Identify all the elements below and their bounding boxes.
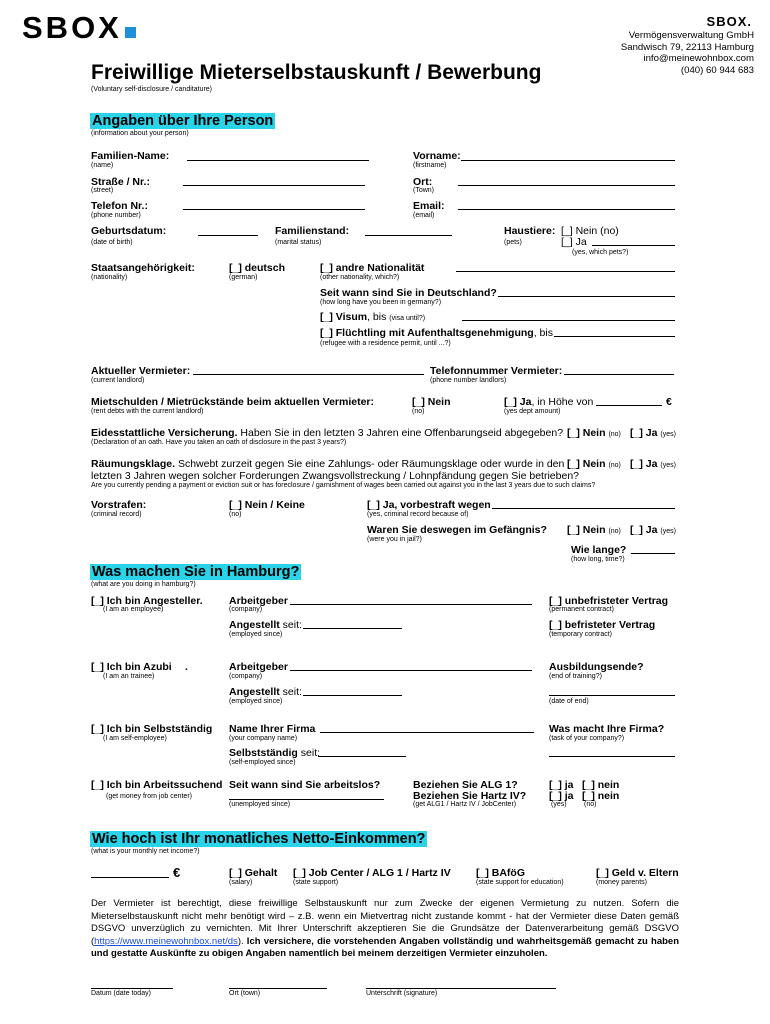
page-subtitle: (Voluntary self-disclosure / canditature)	[91, 86, 212, 93]
prison-question: Waren Sie deswegen im Gefängnis?	[367, 524, 547, 536]
german-en: (german)	[229, 274, 258, 281]
other-nationality-en: (other nationality, which?)	[320, 274, 400, 281]
trainee-dot: .	[185, 661, 188, 673]
trainee-employed-since-en: (employed since)	[229, 698, 283, 705]
date-label: Datum (date today)	[91, 990, 151, 997]
other-nationality-option[interactable]: [_] andre Nationalität	[320, 262, 425, 274]
pets-label: Haustiere:	[504, 225, 556, 237]
criminal-en: (criminal record)	[91, 511, 142, 518]
pets-yes-option[interactable]: [_] Ja	[561, 236, 587, 248]
rent-debts-no-en: (no)	[412, 408, 425, 415]
pets-no-option[interactable]: [_] Nein (no)	[561, 225, 619, 237]
pets-yes-en: (yes, which pets?)	[572, 249, 629, 256]
refugee-field[interactable]	[554, 336, 675, 337]
street-label: Straße / Nr.:	[91, 176, 150, 188]
how-long-label: Wie lange?	[571, 544, 627, 556]
firm-task-field[interactable]	[549, 756, 675, 757]
alg1-no-option[interactable]: [_] nein	[582, 779, 620, 791]
street-en: (street)	[91, 187, 114, 194]
consent-paragraph: Der Vermieter ist berechtigt, diese freiwillige Selbstauskunft nur zum Zwecke der eigenen Vermietung zu nutzen. Sofern die Mieterselbstauskunft nicht mehr benötigt wird – z.B. wenn ein Mietvertrag nicht zustande kommt - hat der Vermieter diese Daten gemäß DSGVO unverzüglich zu vernichten. Mit Ihrer Unterschrift akzeptieren Sie die Grundsätze der Datenverarbeitung gemäß DSGVO (https://www.meinewohnbox.net/ds). Ich versichere, die vorstehenden Angaben vollständig und wahrheitsgemäß gemacht zu haben und gestatte Auskünfte zu obigen Angaben namentlich bei meinem derzeitigen Vermieter einzuholen.	[91, 898, 679, 959]
section-income-sub: (what is your monthly net income?)	[91, 848, 200, 855]
firm-name-en: (your company name)	[229, 735, 298, 742]
current-landlord-label: Aktueller Vermieter:	[91, 365, 191, 377]
firm-task-label: Was macht Ihre Firma?	[549, 723, 665, 735]
training-end-field[interactable]	[549, 695, 675, 696]
criminal-label: Vorstrafen:	[91, 499, 147, 511]
employee-option[interactable]: [_] Ich bin Angesteller.	[91, 595, 203, 607]
alg1-question: Beziehen Sie ALG 1?	[413, 779, 518, 791]
employer-label: Arbeitgeber	[229, 595, 288, 607]
section-hamburg-sub: (what are you doing in hamburg?)	[91, 581, 196, 588]
firm-task-en: (task of your company?)	[549, 735, 625, 742]
oath-en: (Declaration of an oath. Have you taken an oath of disclosure in the past 3 years?)	[91, 439, 347, 446]
hartz-no-option[interactable]: [_] nein	[582, 790, 620, 802]
employed-since-en: (employed since)	[229, 631, 283, 638]
employed-since-field[interactable]	[303, 628, 402, 629]
signature-label: Unterschrift (signature)	[366, 990, 438, 997]
unemployed-since-field[interactable]	[229, 799, 384, 800]
refugee-option[interactable]: [_] Flüchtling mit Aufenthaltsgenehmigung, bis	[320, 327, 553, 339]
since-germany-field[interactable]	[498, 296, 675, 297]
refugee-en: (refugee with a residence permit, until ...?)	[320, 340, 451, 347]
bafog-en: (state support for education)	[476, 879, 564, 886]
hartz-question: Beziehen Sie Hartz IV?	[413, 790, 527, 802]
trainee-employed-since-label: Angestellt seit:	[229, 686, 302, 698]
current-landlord-en: (current landlord)	[91, 377, 145, 384]
pets-en: (pets)	[504, 239, 522, 246]
other-nationality-field[interactable]	[456, 271, 675, 272]
oath-question: Eidesstattliche Versicherung. Haben Sie in den letzten 3 Jahren eine Offenbarungseid abgegeben?	[91, 427, 564, 439]
trainee-employer-en: (company)	[229, 673, 263, 680]
prison-en: (were you in jail?)	[367, 536, 422, 543]
jobcenter-option[interactable]: [_] Job Center / ALG 1 / Hartz IV	[293, 867, 451, 879]
prison-yes-option[interactable]: [_] Ja (yes)	[630, 524, 676, 536]
self-since-en: (self-employed since)	[229, 759, 296, 766]
alg-en: (get ALG1 / Hartz IV / JobCenter)	[413, 801, 517, 808]
first-name-label: Vorname:	[413, 150, 461, 162]
salary-en: (salary)	[229, 879, 253, 886]
current-landlord-field[interactable]	[193, 374, 424, 375]
date-field[interactable]	[91, 988, 173, 989]
criminal-no-en: (no)	[229, 511, 242, 518]
hartz-yes-option[interactable]: [_] ja	[549, 790, 574, 802]
visa-option[interactable]: [_] Visum, bis (visa until?)	[320, 311, 426, 323]
family-name-label: Familien-Name:	[91, 150, 170, 162]
trainee-option[interactable]: [_] Ich bin Azubi	[91, 661, 172, 673]
town-field[interactable]	[458, 185, 675, 186]
company-street: Sandwisch 79, 22113 Hamburg	[620, 41, 754, 53]
rent-debts-yes-en: (yes dept amount)	[504, 408, 561, 415]
prison-no-option[interactable]: [_] Nein (no)	[567, 524, 621, 536]
landlord-phone-label: Telefonnummer Vermieter:	[430, 365, 563, 377]
self-since-field[interactable]	[318, 756, 406, 757]
logo-dot	[125, 27, 136, 38]
birth-field[interactable]	[198, 235, 258, 236]
rent-debts-en: (rent debts with the current landlord)	[91, 408, 204, 415]
town-sign-field[interactable]	[229, 988, 327, 989]
family-name-en: (name)	[91, 162, 114, 169]
pets-which-field[interactable]	[592, 245, 675, 246]
unemployed-since-label: Seit wann sind Sie arbeitslos?	[229, 779, 381, 791]
nationality-label: Staatsangehörigkeit:	[91, 262, 195, 274]
birth-en: (date of birth)	[91, 239, 133, 246]
marital-label: Familienstand:	[275, 225, 350, 237]
criminal-yes-en: (yes, criminal record because of)	[367, 511, 469, 518]
permanent-contract-en: (permanent contract)	[549, 606, 614, 613]
company-address	[621, 30, 754, 76]
unemployed-since-en: (unemployed since)	[229, 801, 291, 808]
bafog-option[interactable]: [_] BAföG	[476, 867, 525, 879]
training-end-en: (end of training?)	[549, 673, 602, 680]
trainee-en: (I am an trainee)	[103, 673, 155, 680]
jobcenter-en: (state support)	[293, 879, 339, 886]
signature-field[interactable]	[366, 988, 556, 989]
visa-field[interactable]	[462, 320, 675, 321]
trainee-employer-label: Arbeitgeber	[229, 661, 288, 673]
criminal-yes-option[interactable]: [_] Ja, vorbestraft wegen	[367, 499, 491, 511]
rent-debts-amount-field[interactable]	[596, 405, 662, 406]
landlord-phone-en: (phone number landlors)	[430, 377, 507, 384]
trainee-employer-field[interactable]	[290, 670, 532, 671]
employer-en: (company)	[229, 606, 263, 613]
section-person-sub: (information about your person)	[91, 130, 189, 137]
end-date-en: (date of end)	[549, 698, 589, 705]
company-name: Vermögensverwaltung GmbH	[628, 30, 754, 41]
family-name-field[interactable]	[187, 160, 369, 161]
firm-name-field[interactable]	[320, 732, 534, 733]
alg-no-en: (no)	[584, 801, 597, 808]
email-en: (email)	[413, 212, 435, 219]
privacy-link[interactable]: https://www.meinewohnbox.net/ds	[94, 935, 238, 947]
parents-option[interactable]: [_] Geld v. Eltern	[596, 867, 679, 879]
self-employed-en: (I am self-employee)	[103, 735, 167, 742]
company-email: info@meinewohnbox.com	[643, 53, 754, 64]
firm-name-label: Name Ihrer Firma	[229, 723, 316, 735]
first-name-field[interactable]	[461, 160, 675, 161]
street-field[interactable]	[183, 185, 365, 186]
section-person-heading: Angaben über Ihre Person	[92, 113, 274, 129]
self-employed-option[interactable]: [_] Ich bin Selbstständig	[91, 723, 213, 735]
section-hamburg-heading: Was machen Sie in Hamburg?	[92, 564, 300, 580]
nationality-en: (nationality)	[91, 274, 128, 281]
income-euro-sign: €	[173, 865, 181, 880]
parents-en: (money parents)	[596, 879, 647, 886]
birth-label: Geburtsdatum:	[91, 225, 167, 237]
email-field[interactable]	[458, 209, 675, 210]
rent-debts-yes-option[interactable]: [_] Ja, in Höhe von	[504, 396, 594, 408]
how-long-en: (how long, time?)	[571, 556, 625, 563]
since-germany-en: (how long have you been in germany?)	[320, 299, 442, 306]
phone-en: (phone number)	[91, 212, 141, 219]
training-end-label: Ausbildungsende?	[549, 661, 644, 673]
eviction-no-option[interactable]: [_] Nein (no)	[567, 458, 621, 470]
oath-yes-option[interactable]: [_] Ja (yes)	[630, 427, 676, 439]
rent-debts-label: Mietschulden / Mietrückstände beim aktuellen Vermieter:	[91, 396, 375, 408]
salary-option[interactable]: [_] Gehalt	[229, 867, 278, 879]
since-germany-label: Seit wann sind Sie in Deutschland?	[320, 287, 497, 299]
trainee-employed-since-field[interactable]	[303, 695, 402, 696]
marital-field[interactable]	[365, 235, 452, 236]
alg-yes-en: (yes)	[551, 801, 567, 808]
employed-since-label: Angestellt seit:	[229, 619, 302, 631]
jobseeking-en: (get money from job center)	[106, 793, 192, 800]
alg1-yes-option[interactable]: [_] ja	[549, 779, 574, 791]
euro-sign: €	[666, 396, 672, 408]
oath-no-option[interactable]: [_] Nein (no)	[567, 427, 621, 439]
eviction-question: Räumungsklage. Schwebt zurzeit gegen Sie eine Zahlungs- oder Räumungsklage oder wurde in den	[91, 458, 565, 470]
criminal-reason-field[interactable]	[492, 508, 675, 509]
landlord-phone-field[interactable]	[564, 374, 674, 375]
town-label: Ort:	[413, 176, 433, 188]
company-phone: (040) 60 944 683	[680, 64, 754, 76]
employee-en: (I am an employee)	[103, 606, 164, 613]
self-since-label: Selbstständig seit:	[229, 747, 321, 759]
eviction-en: Are you currently pending a payment or eviction suit or has foreclosure / garnishment of wages been carried out against you in the last 3 years due to such claims?	[91, 482, 596, 489]
temporary-contract-option[interactable]: [_] befristeter Vertrag	[549, 619, 656, 631]
phone-label: Telefon Nr.:	[91, 200, 148, 212]
phone-field[interactable]	[183, 209, 365, 210]
town-en: (Town)	[413, 187, 435, 194]
how-long-field[interactable]	[631, 553, 675, 554]
german-option[interactable]: [_] deutsch	[229, 262, 286, 274]
marital-en: (marital status)	[275, 239, 322, 246]
first-name-en: (firstname)	[413, 162, 447, 169]
brand-small: SBOX.	[706, 14, 752, 29]
permanent-contract-option[interactable]: [_] unbefristeter Vertrag	[549, 595, 669, 607]
jobseeking-option[interactable]: [_] Ich bin Arbeitssuchend	[91, 779, 223, 791]
rent-debts-no-option[interactable]: [_] Nein	[412, 396, 451, 408]
eviction-question-line2: letzten 3 Jahren wegen solcher Forderungen Zwangsvollstreckung / Lohnpfändung gegen Sie betrieben?	[91, 470, 579, 482]
logo: SBOX	[22, 10, 136, 46]
email-label: Email:	[413, 200, 445, 212]
town-sign-label: Ort (town)	[229, 990, 261, 997]
income-amount-field[interactable]	[91, 877, 169, 878]
criminal-no-option[interactable]: [_] Nein / Keine	[229, 499, 305, 511]
page-title: Freiwillige Mieterselbstauskunft / Bewerbung	[91, 61, 542, 84]
employer-field[interactable]	[290, 604, 532, 605]
temporary-contract-en: (temporary contract)	[549, 631, 613, 638]
eviction-yes-option[interactable]: [_] Ja (yes)	[630, 458, 676, 470]
section-income-heading: Wie hoch ist Ihr monatliches Netto-Einkommen?	[92, 831, 426, 847]
